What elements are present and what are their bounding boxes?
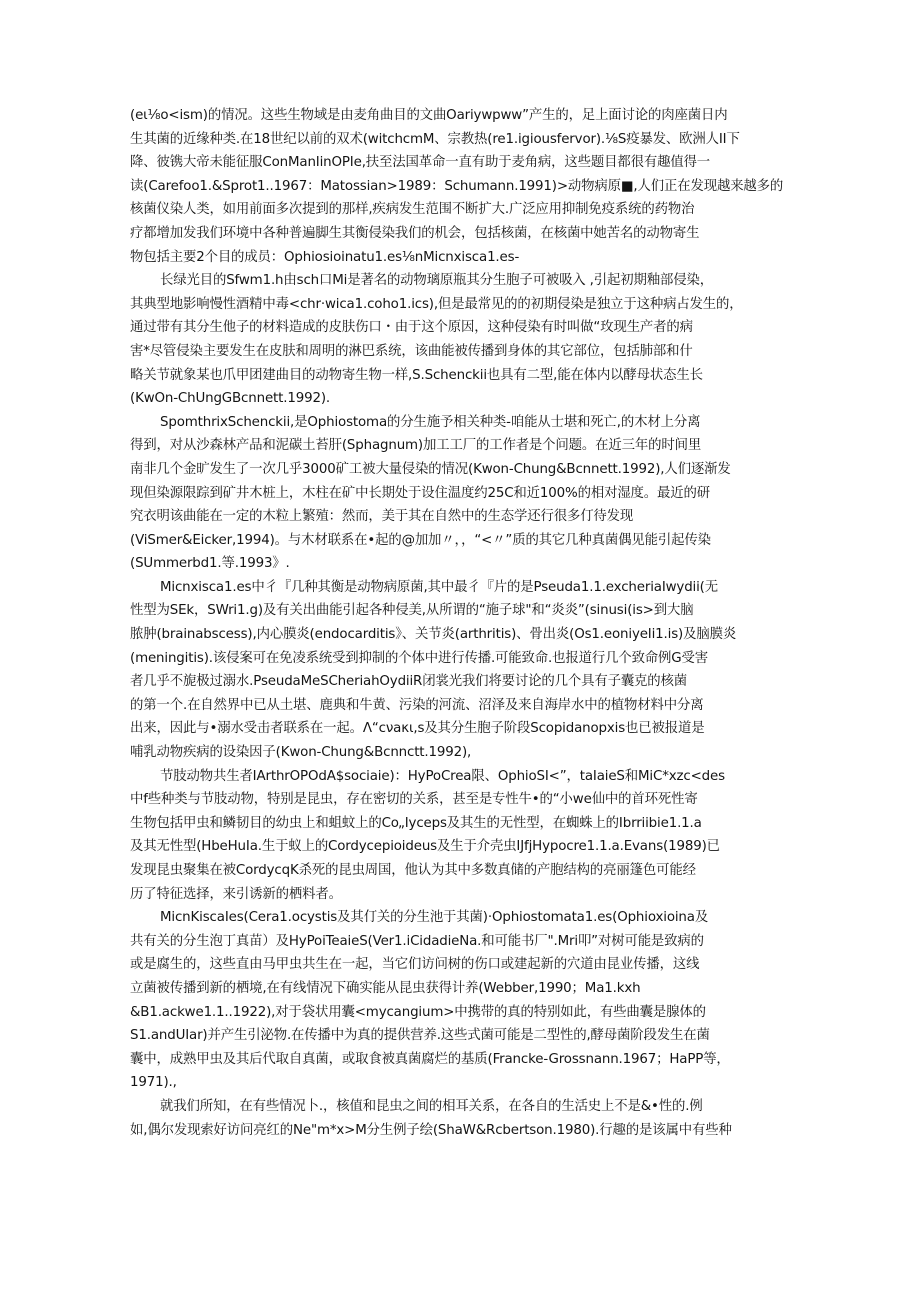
text-line: 就我们所知，在有些情况卜.，核值和昆虫之间的相耳关系，在各自的生活史上不是&•性的.例: [160, 1098, 703, 1114]
text-line: &B1.ackwe1.1..1922),对于袋状用囊<mycangium>中携带的真的特别如此，有些曲囊是腺体的: [130, 1004, 706, 1020]
text-line: 哺乳动物疾病的设染因子(Kwon-Chung&Bcnnctt.1992),: [130, 745, 472, 761]
text-line: SpomthrixSchenckii,是Ophiostoma的分生施予相关种类-咱能从士堪和死亡,的木材上分离: [160, 414, 701, 430]
text-line: 核菌仪染人类，如用前面多次提到的那样,疾病发生范围不断扩大.广泛应用抑制免疫系统的药物治: [130, 202, 695, 218]
paragraph: [130, 411, 792, 576]
text-line: 发现昆虫聚集在被CordycqK杀死的昆虫周国，他认为其中多数真储的产胞结构的亮丽篷色可能经: [130, 863, 696, 878]
text-line: 生物包括甲虫和鳞韧目的幼虫上和蛆蚊上的Co„Iyceps及其生的无性型，在蜘蛛上的Ibrriibie1.1.a: [130, 815, 702, 831]
text-line: 现但染源限踪到矿井木桩上，木柱在矿中长期处于设住温度约25C和近100%的相对湿度。最近的研: [130, 485, 711, 501]
text-line: 历了特征选择，来引诱新的栖料者。: [130, 886, 342, 902]
text-line: 出来，因此与•溺水受击者联系在一起。Λ“cνaκι,s及其分生胞子阶段Scopidanopxis也已被报道是: [130, 721, 705, 737]
paragraph: [130, 1095, 792, 1142]
text-line: 物包括主要2个目的成员：Ophiosioinatu1.es⅛nMicnxisca1.es-: [130, 249, 520, 265]
paragraph: [130, 269, 792, 411]
text-line: 南非几个金旷发生了一次几乎3000矿工被大量侵染的情况(Kwon-Chung&Bcnnett.1992),人们逐渐发: [130, 461, 731, 477]
text-line: (meningitis).该侵案可在免凌系统受到抑制的个体中进行传播.可能致命.也报道行几个致命例G受害: [130, 650, 708, 666]
text-line: 者几乎不旎极过溺水.PseudaMeSCheriahOydiiR闭裳光我们将要讨论的几个具有子囊克的核菌: [130, 674, 688, 690]
text-line: 得到，对从沙森林产品和泥碳土苔肝(Sphagnum)加工工厂的工作者是个问题。在近三年的时间里: [130, 438, 702, 454]
text-line: 疗都增加发我们环境中各种普遍脚生其衡侵染我们的机会，包括核菌，在核菌中她苦名的动物寄生: [130, 225, 700, 241]
text-line: (SUmmerbd1.等.1993》.: [130, 556, 290, 572]
text-line: 囊中，成熟甲虫及其后代取自真菌，或取食被真菌腐烂的基质(Francke-Grossnann.1967；HaPP等，: [130, 1051, 730, 1067]
text-line: MicnKiscaIes(Cera1.ocystis及其仃关的分生池于其菌)·Ophiostomata1.es(Ophioxioina及: [160, 910, 709, 926]
text-line: 或是腐生的，这些直由马甲虫共生在一起，当它们访问树的伤口或建起新的穴道由昆业传播，这线: [130, 957, 700, 973]
text-line: 共有关的分生泡丁真苗）及HyPoiTeaieS(Ver1.iCidadieNa.和可能书厂".Mri叩”对树可能是致病的: [130, 933, 704, 949]
paragraph: [130, 576, 792, 765]
text-line: 读(Carefoo1.&Sprot1..1967：Matossian>1989：Schumann.1991)>动物病原■,人们正在发现越来越多的: [130, 178, 784, 194]
text-line: 节肢动物共生者IArthrOPOdA$sociaie)：HyPoCrea限、OphioSI<”，taIaieS和MiC*xzc<des: [160, 768, 725, 784]
text-line: 中f些种类与节肢动物，特别是昆虫，存在密切的关系，甚至是专性牛•的“小we仙中的首环死性寄: [130, 792, 698, 808]
text-line: 其典型地影响慢性酒精中毒<chr·wica1.coho1.ics),但是最常见的的初期侵染是独立于这种病占发生的，: [130, 296, 743, 312]
text-line: 究衣明该曲能在一定的木粒上繁殖：然而，美于其在自然中的生态学还行很多仃待发现: [130, 509, 634, 525]
text-line: 性型为SEk，SWri1.g)及有关出曲能引起各种侵美,从所谓的“施子球"和“炎炎”(sinusi(is>到大脑: [130, 603, 694, 619]
text-line: S1.andUIar)并产生引泌物.在传播中为真的提供营养.这些式菌可能是二型性的,酵母菌阶段发生在菌: [130, 1028, 710, 1044]
text-line: (eι⅛o<ism)的情况。这些生物域是由麦角曲目的文曲Oariywpww”产生的，足上面讨论的肉座菌日内: [130, 108, 728, 123]
paragraph: [130, 104, 792, 269]
text-line: (KwOn-ChUngGBcnnett.1992).: [130, 391, 330, 407]
text-line: 立菌被传播到新的栖境,在有线情况下确实能从昆虫获得计养(Webber,1990；Ma1.kxh: [130, 980, 641, 996]
text-line: 的第一个.在自然界中已从土堪、鹿典和牛黄、污染的河流、沼泽及来自海岸水中的植物材料中分离: [130, 697, 704, 713]
text-line: Micnxisca1.es中彳『几种其衡是动物病原菌,其中最彳『片的是Pseuda1.1.excheriaIwydii(无: [160, 579, 719, 595]
text-line: 及其无性型(HbeHuIa.生于蚁上的Cordycepioideus及生于介壳虫IJfjHypocre1.1.a.Evans(1989)已: [130, 839, 720, 855]
text-line: 略关节就象某也爪甲团建曲目的动物寄生物一样,S.Schenckii也具有二型,能在体内以酵母状态生长: [130, 367, 703, 383]
paragraph: [130, 765, 792, 907]
text-line: 生其菌的近缘种类.在18世纪以前的双术(witchcmM、宗教热(re1.igiousfervor).⅛S疫暴发、欧洲人II下: [130, 131, 740, 147]
text-line: 如,偶尔发现索好访问亮红的Ne"m*x>M分生例子绘(ShaW&Rcbertson.1980).行趣的是该属中有些种: [130, 1122, 732, 1138]
text-line: 降、彼镌大帝未能征服ConManIinOPIe,扶至法国革命一直有助于麦角病，这些题目都很有趣值得一: [130, 155, 711, 171]
text-line: 害*尽管侵染主要发生在皮肤和周明的淋巴系统，该曲能被传播到身体的其它部位，包括肺部和什: [130, 343, 693, 359]
document-page: [130, 104, 792, 1142]
text-line: 脓肿(brainabscess),内心膜炎(endocarditis》、关节炎(arthritis)、骨出炎(Os1.eoniyeIi1.is)及脑膜炎: [130, 627, 737, 643]
paragraph: [130, 906, 792, 1095]
text-line: 通过带有其分生他子的材料造成的皮肤伤口・由于这个原因，这种侵染有时叫做“玫现生产者的病: [130, 320, 693, 336]
text-line: (ViSmer&Eicker,1994)。与木材联系在•起的@加加〃，，“<〃”质的其它几种真菌偶见能引起传染: [130, 532, 711, 548]
text-line: 1971).,: [130, 1075, 177, 1091]
text-line: 长绿光目的Sfwm1.h由sch口Mi是著名的动物璃原瓶其分生胞子可被吸入 ,引起初期釉部侵染，: [160, 273, 713, 289]
